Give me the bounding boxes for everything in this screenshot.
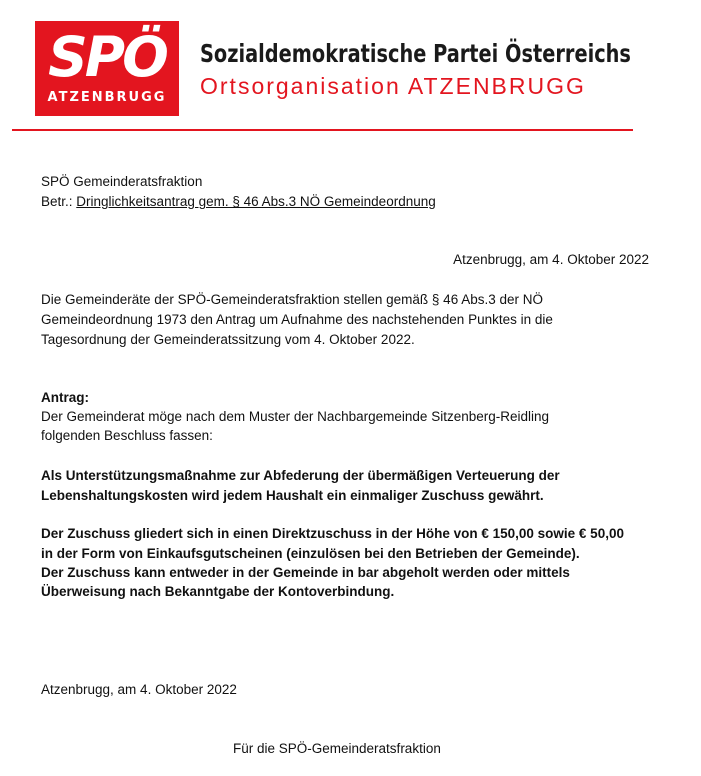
resolution-line: Überweisung nach Bekanntgabe der Kontoverbindung.: [41, 584, 395, 599]
antrag-line: Der Gemeinderat möge nach dem Muster der Nachbargemeinde Sitzenberg-Reidling: [41, 409, 550, 424]
sender-line: SPÖ Gemeinderatsfraktion: [41, 174, 203, 189]
signature-line: Für die SPÖ-Gemeinderatsfraktion: [233, 741, 441, 756]
resolution-line: Lebenshaltungskosten wird jedem Haushalt ein einmaliger Zuschuss gewährt.: [41, 488, 544, 503]
organization-subtitle: Ortsorganisation ATZENBRUGG: [200, 73, 586, 99]
date-bottom: Atzenbrugg, am 4. Oktober 2022: [41, 682, 237, 697]
logo-subtitle: ATZENBRUGG: [47, 90, 167, 105]
intro-line: Die Gemeinderäte der SPÖ-Gemeinderatsfraktion stellen gemäß § 46 Abs.3 der NÖ: [41, 292, 543, 307]
date-top: Atzenbrugg, am 4. Oktober 2022: [453, 252, 649, 267]
organization-name: Sozialdemokratische Partei Österreichs: [200, 39, 631, 68]
antrag-heading: Antrag:: [41, 390, 89, 405]
intro-line: Gemeindeordnung 1973 den Antrag um Aufnahme des nachstehenden Punktes in die: [41, 312, 553, 327]
intro-line: Tagesordnung der Gemeinderatssitzung vom 4. Oktober 2022.: [41, 332, 415, 347]
subject-text: Dringlichkeitsantrag gem. § 46 Abs.3 NÖ Gemeindeordnung: [76, 194, 436, 209]
resolution-line: Als Unterstützungsmaßnahme zur Abfederung der übermäßigen Verteuerung der: [41, 468, 560, 483]
spo-logo: [35, 21, 179, 116]
subject-line: [41, 192, 436, 211]
resolution-line: Der Zuschuss kann entweder in der Gemeinde in bar abgeholt werden oder mittels: [41, 565, 570, 580]
resolution-line: Der Zuschuss gliedert sich in einen Direktzuschuss in der Höhe von € 150,00 sowie € 50,00: [41, 526, 624, 541]
logo-mark: SPÖ: [48, 25, 166, 89]
subject-prefix: Betr.:: [41, 194, 77, 209]
antrag-line: folgenden Beschluss fassen:: [41, 428, 213, 443]
header-divider: [12, 129, 633, 131]
resolution-line: in der Form von Einkaufsgutscheinen (einzulösen bei den Betrieben der Gemeinde).: [41, 546, 580, 561]
